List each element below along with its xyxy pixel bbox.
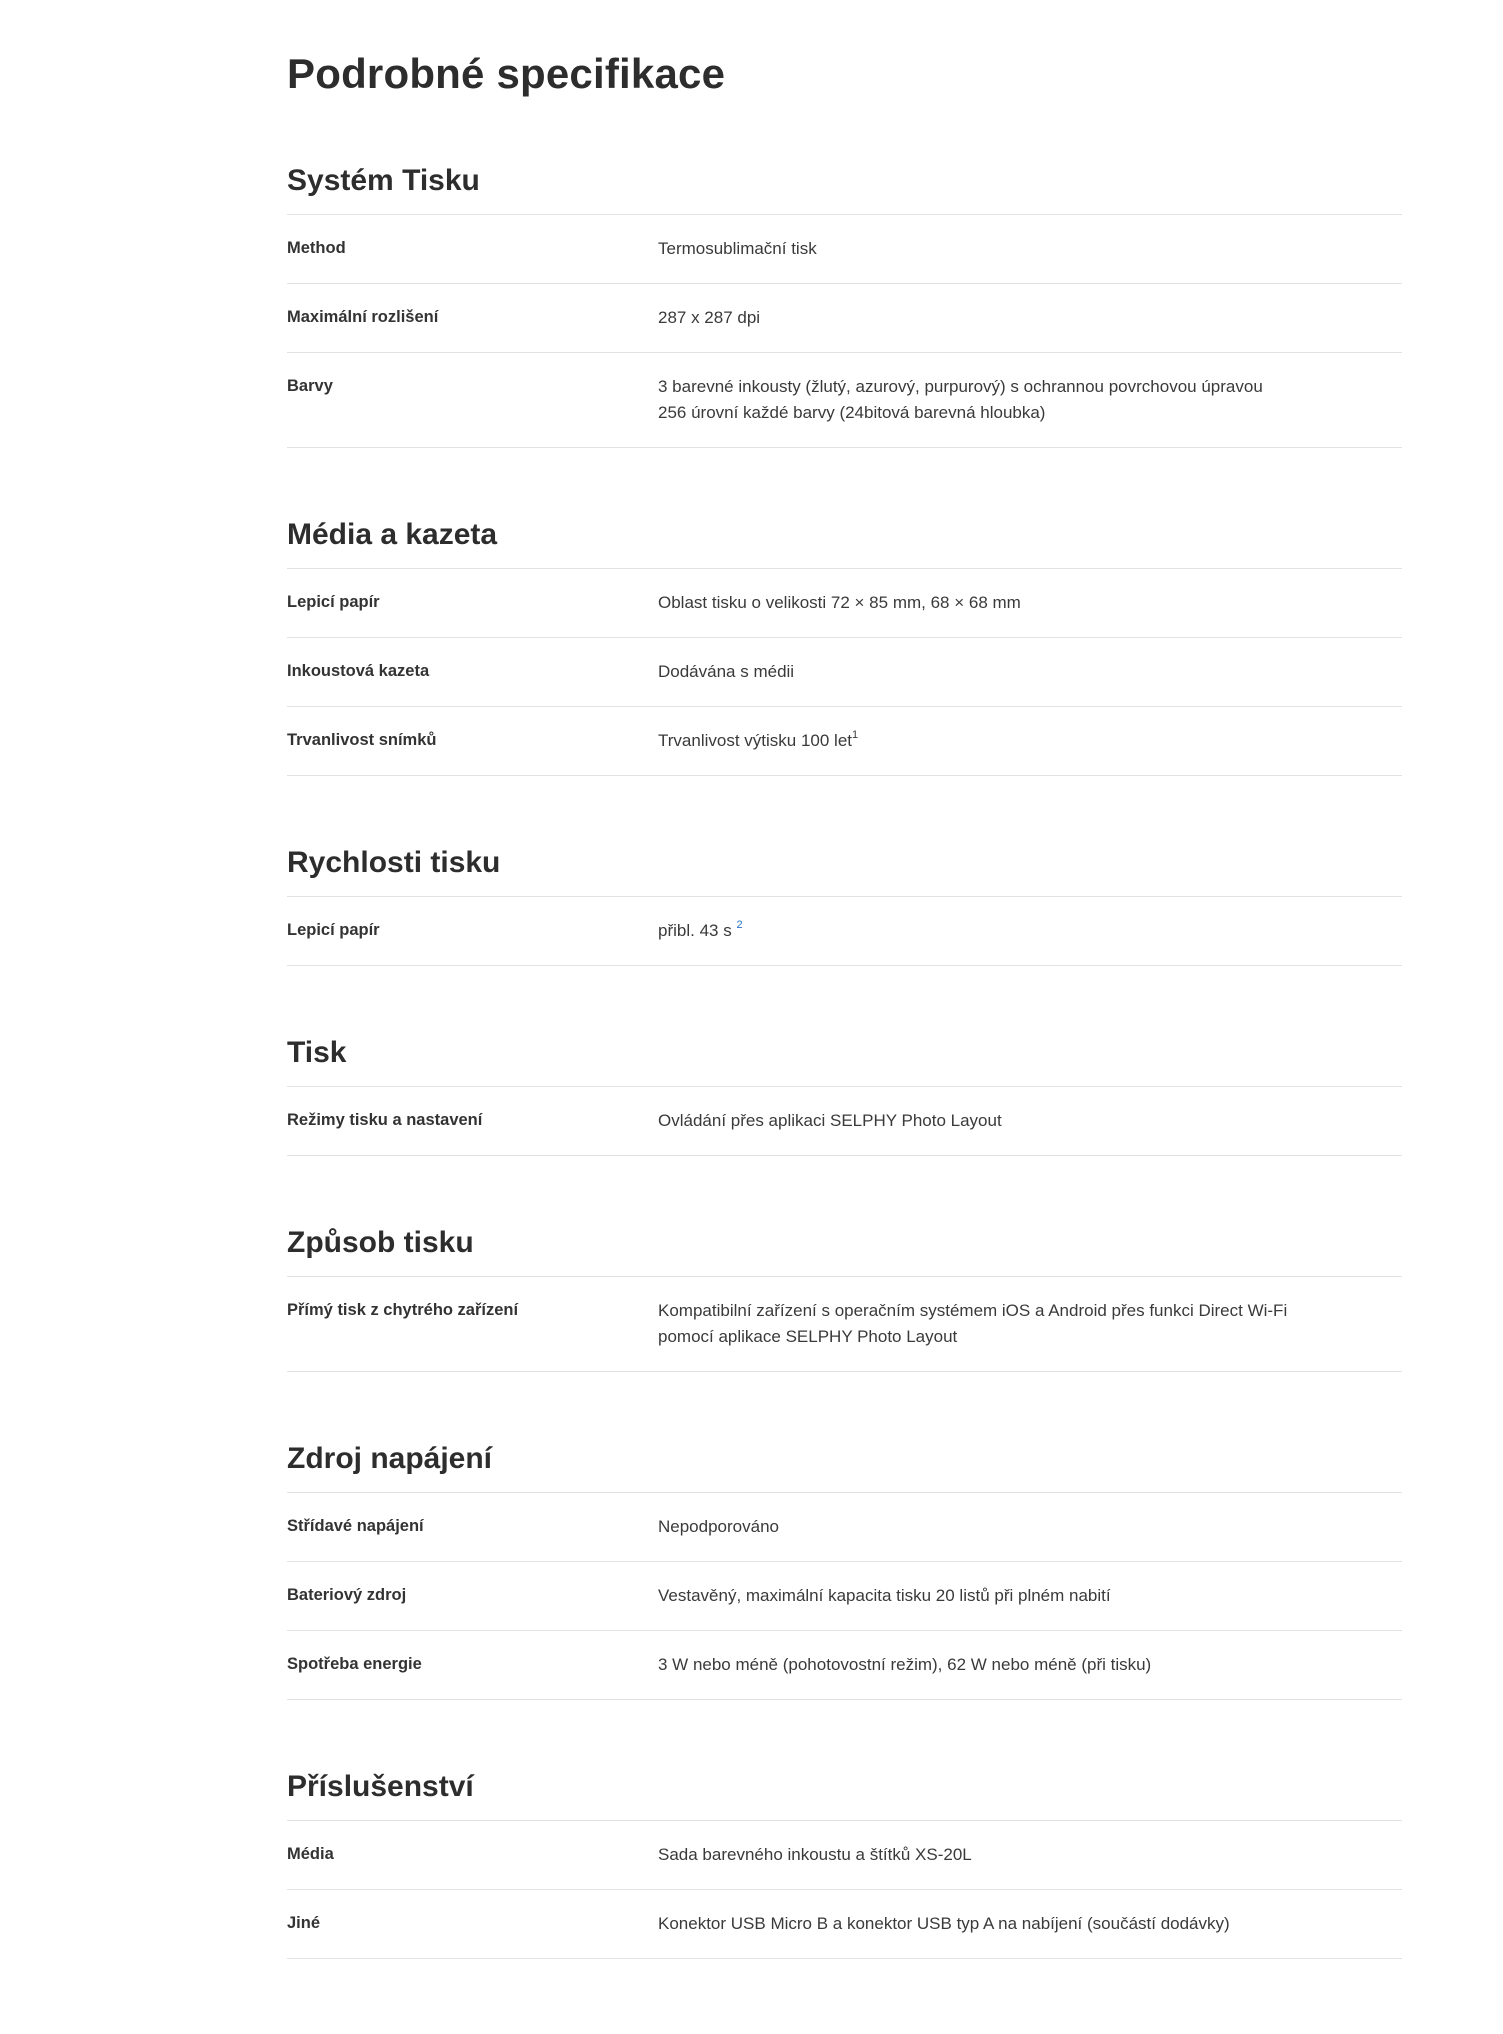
spec-value: [658, 1298, 1402, 1350]
spec-value-line: [658, 590, 1402, 616]
spec-value-line: [658, 1298, 1402, 1324]
spec-value: [658, 1652, 1402, 1678]
spec-sections: [287, 148, 1402, 1959]
spec-value-line: [658, 1514, 1402, 1540]
spec-row: [287, 569, 1402, 638]
spec-value-line: [658, 1108, 1402, 1134]
spec-value-line: [658, 305, 1402, 331]
spec-row: [287, 284, 1402, 353]
spec-value: [658, 728, 1402, 754]
spec-section: [287, 1210, 1402, 1372]
spec-row: [287, 1562, 1402, 1631]
spec-row: [287, 638, 1402, 707]
spec-section: [287, 1426, 1402, 1700]
spec-value: [658, 659, 1402, 685]
spec-value-line: [658, 236, 1402, 262]
spec-value-text: přibl. 43 s: [658, 921, 737, 940]
section-title: Příslušenství: [287, 1770, 474, 1803]
spec-table: [287, 1086, 1402, 1156]
page-title: Podrobné specifikace: [287, 50, 726, 97]
section-title: Rychlosti tisku: [287, 846, 501, 879]
spec-page: [287, 0, 1402, 1959]
spec-section: [287, 830, 1402, 966]
spec-value-text: 256 úrovní každé barvy (24bitová barevná hloubka): [658, 403, 1046, 422]
spec-value-text: 3 barevné inkousty (žlutý, azurový, purpurový) s ochrannou povrchovou úpravou: [658, 377, 1263, 396]
spec-value-line: [658, 728, 1402, 754]
spec-value-text: Oblast tisku o velikosti 72 × 85 mm, 68 × 68 mm: [658, 593, 1021, 612]
spec-row: [287, 353, 1402, 448]
spec-value-text: Termosublimační tisk: [658, 239, 817, 258]
spec-value-line: [658, 374, 1402, 400]
spec-row: [287, 1087, 1402, 1156]
spec-label: Method: [287, 239, 346, 257]
spec-value-line: [658, 918, 1402, 944]
spec-value-text: Konektor USB Micro B a konektor USB typ A na nabíjení (součástí dodávky): [658, 1914, 1230, 1933]
footnote-marker[interactable]: 2: [736, 919, 743, 931]
spec-label: Média: [287, 1845, 334, 1863]
spec-label: Inkoustová kazeta: [287, 662, 430, 680]
spec-value-line: [658, 1324, 1402, 1350]
spec-label: Jiné: [287, 1914, 321, 1932]
spec-value-text: Kompatibilní zařízení s operačním systémem iOS a Android přes funkci Direct Wi-Fi: [658, 1301, 1288, 1320]
spec-table: [287, 1492, 1402, 1700]
spec-value-text: Trvanlivost výtisku 100 let: [658, 731, 852, 750]
spec-value: [658, 1911, 1402, 1937]
spec-value: [658, 305, 1402, 331]
spec-value-line: [658, 659, 1402, 685]
spec-section: [287, 1754, 1402, 1959]
spec-row: [287, 1277, 1402, 1372]
spec-value-line: [658, 1652, 1402, 1678]
spec-label: Bateriový zdroj: [287, 1586, 407, 1604]
spec-value-text: Dodávána s médii: [658, 662, 795, 681]
spec-table: [287, 896, 1402, 966]
spec-label: Režimy tisku a nastavení: [287, 1111, 483, 1129]
spec-value: [658, 1842, 1402, 1868]
spec-section: [287, 1020, 1402, 1156]
spec-value-line: [658, 1583, 1402, 1609]
section-title: Tisk: [287, 1036, 347, 1069]
spec-value: [658, 236, 1402, 262]
spec-label: Lepicí papír: [287, 593, 380, 611]
spec-row: [287, 215, 1402, 284]
spec-value: [658, 590, 1402, 616]
spec-table: [287, 1820, 1402, 1959]
spec-row: [287, 1631, 1402, 1700]
footnote-marker: 1: [852, 729, 859, 741]
spec-value: [658, 374, 1402, 426]
spec-table: [287, 568, 1402, 776]
spec-label: Maximální rozlišení: [287, 308, 439, 326]
spec-row: [287, 1493, 1402, 1562]
spec-value-line: [658, 1911, 1402, 1937]
section-title: Systém Tisku: [287, 164, 480, 197]
spec-row: [287, 707, 1402, 776]
spec-label: Spotřeba energie: [287, 1655, 422, 1673]
spec-value-text: Sada barevného inkoustu a štítků XS-20L: [658, 1845, 972, 1864]
spec-table: [287, 214, 1402, 448]
spec-row: [287, 1890, 1402, 1959]
spec-value-text: Vestavěný, maximální kapacita tisku 20 listů při plném nabití: [658, 1586, 1111, 1605]
section-title: Zdroj napájení: [287, 1442, 493, 1475]
spec-value-line: [658, 400, 1402, 426]
spec-value-text: 287 x 287 dpi: [658, 308, 761, 327]
spec-value-text: Nepodporováno: [658, 1517, 779, 1536]
spec-label: Trvanlivost snímků: [287, 731, 437, 749]
spec-value-text: 3 W nebo méně (pohotovostní režim), 62 W nebo méně (při tisku): [658, 1655, 1152, 1674]
spec-value: [658, 918, 1402, 944]
spec-section: [287, 502, 1402, 776]
spec-value-line: [658, 1842, 1402, 1868]
spec-label: Lepicí papír: [287, 921, 380, 939]
spec-section: [287, 148, 1402, 448]
section-title: Média a kazeta: [287, 518, 498, 551]
spec-value: [658, 1108, 1402, 1134]
spec-table: [287, 1276, 1402, 1372]
section-title: Způsob tisku: [287, 1226, 474, 1259]
spec-value-text: pomocí aplikace SELPHY Photo Layout: [658, 1327, 958, 1346]
spec-label: Přímý tisk z chytrého zařízení: [287, 1301, 519, 1319]
spec-value: [658, 1514, 1402, 1540]
spec-label: Střídavé napájení: [287, 1517, 424, 1535]
spec-value-text: Ovládání přes aplikaci SELPHY Photo Layout: [658, 1111, 1002, 1130]
spec-row: [287, 897, 1402, 966]
spec-value: [658, 1583, 1402, 1609]
spec-label: Barvy: [287, 377, 333, 395]
spec-row: [287, 1821, 1402, 1890]
